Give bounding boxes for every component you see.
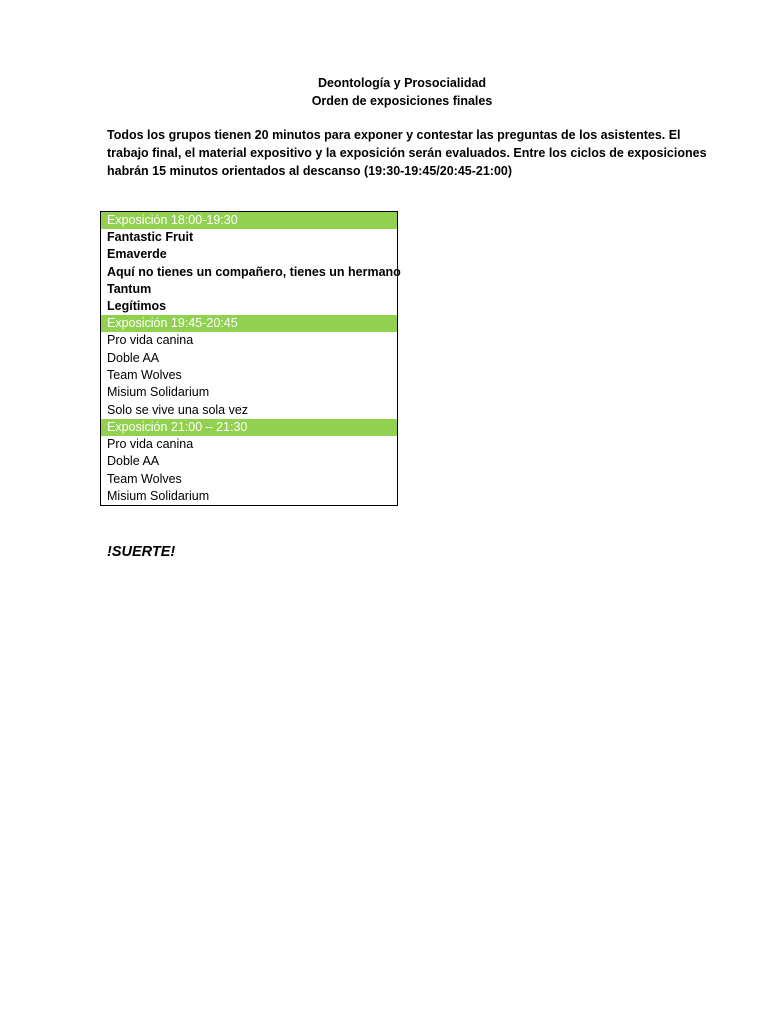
document-title: [0, 74, 768, 110]
group-entry: Tantum: [107, 281, 152, 296]
group-entry: Legítimos: [107, 299, 167, 314]
group-entry: Pro vida canina: [107, 333, 194, 348]
closing-message: !SUERTE!: [107, 544, 176, 560]
group-entry: Misium Solidarium: [107, 385, 210, 400]
group-entry: Solo se vive una sola vez: [107, 402, 249, 417]
schedule-section-3: [101, 419, 397, 505]
section-header: Exposición 19:45-20:45: [101, 315, 397, 332]
schedule-section-1: [101, 212, 401, 315]
title-line-2: Orden de exposiciones finales: [311, 94, 493, 108]
group-entry: Emaverde: [107, 247, 167, 262]
group-entry: Fantastic Fruit: [107, 230, 194, 244]
section-header: Exposición 18:00-19:30: [101, 212, 397, 229]
title-line-1: Deontología y Prosocialidad: [317, 76, 487, 90]
group-entry: Misium Solidarium: [107, 488, 210, 503]
schedule-table: [100, 211, 401, 506]
section-header: Exposición 21:00 – 21:30: [101, 419, 397, 436]
intro-paragraph: Todos los grupos tienen 20 minutos para exponer y contestar las preguntas de los asistentes. El trabajo final, el material expositivo y la exposición serán evaluados. Entre los ciclos de exposiciones habrán 15 minutos orientados al descanso (19:30-19:45/20:45-21:00): [107, 128, 707, 178]
group-entry: Doble AA: [107, 454, 160, 469]
group-entry: Aquí no tienes un compañero, tienes un hermano: [107, 264, 401, 279]
group-entry: Team Wolves: [107, 471, 182, 486]
schedule-section-2: [101, 315, 397, 418]
group-entry: Pro vida canina: [107, 436, 194, 451]
group-entry: Team Wolves: [107, 368, 182, 383]
group-entry: Doble AA: [107, 350, 160, 365]
